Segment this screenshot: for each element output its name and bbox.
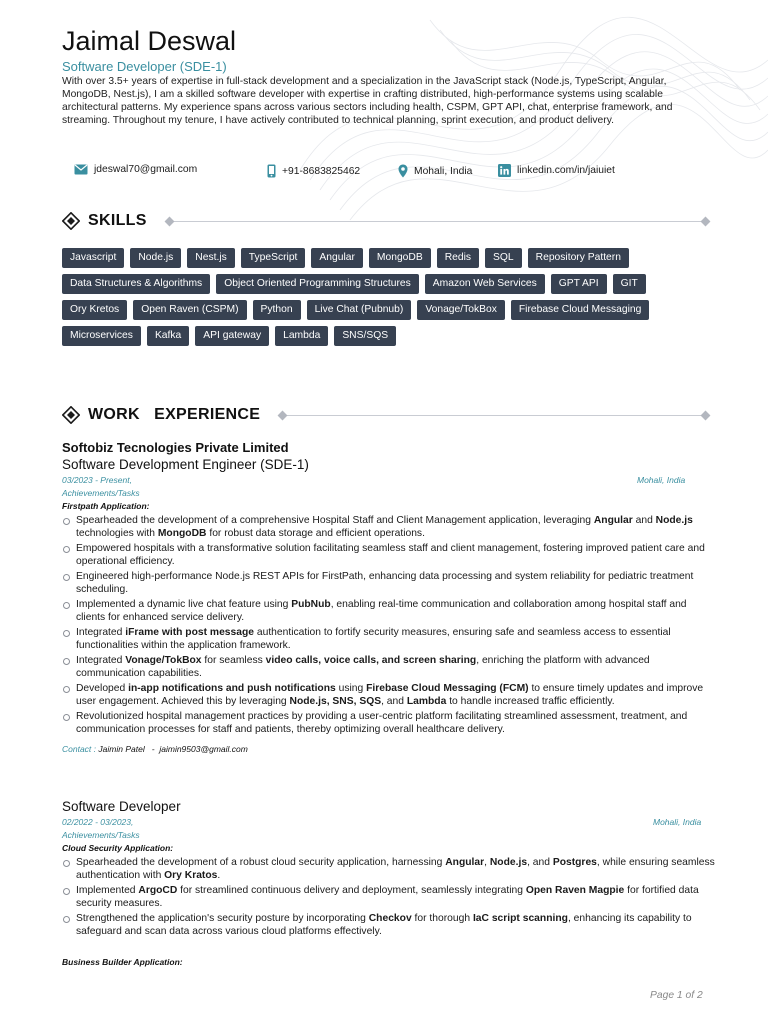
achievement-item: Developed in-app notifications and push notifications using Firebase Cloud Messaging (FCM) to ensure timely updates and improve user engagement. Achieved this by leveraging Node.js, SNS, SQS, and Lambda to handle increased traffic efficiently. — [62, 683, 718, 708]
skill-chip: Firebase Cloud Messaging — [511, 300, 649, 320]
skills-section-header — [62, 212, 706, 230]
job-title: Software Development Engineer (SDE-1) — [62, 457, 309, 472]
candidate-name: Jaimal Deswal — [62, 26, 237, 56]
job-entry-software-developer — [62, 798, 718, 968]
skill-chip: GPT API — [551, 274, 607, 294]
job-dates: 03/2023 - Present, — [62, 475, 132, 485]
skills-row — [62, 248, 718, 268]
experience-section-header — [62, 406, 706, 424]
achievement-item: Spearheaded the development of a comprehensive Hospital Staff and Client Management application, leveraging Angular and Node.js technologies with MongoDB for robust data storage and efficient operations. — [62, 515, 718, 540]
section-divider — [282, 415, 706, 416]
achievements-list — [62, 515, 718, 736]
reference-email[interactable]: jaimin9503@gmail.com — [159, 744, 248, 754]
application-label: Firstpath Application: — [62, 501, 150, 511]
achievements-label: Achievements/Tasks — [62, 488, 140, 498]
application-label: Cloud Security Application: — [62, 843, 174, 853]
skill-chip: Javascript — [62, 248, 124, 268]
job-entry-softobiz — [62, 440, 718, 755]
email-text: jdeswal70@gmail.com — [94, 164, 198, 175]
achievement-item: Integrated iFrame with post message authentication to fortify security measures, ensuring safe and seamless access to essential functionalities within the application framework. — [62, 627, 718, 652]
achievement-item: Integrated Vonage/TokBox for seamless video calls, voice calls, and screen sharing, enriching the platform with advanced communication capabilities. — [62, 655, 718, 680]
contact-phone[interactable] — [267, 164, 360, 178]
skills-title: SKILLS — [88, 212, 147, 229]
job-title: Software Developer — [62, 799, 181, 814]
achievements-label: Achievements/Tasks — [62, 830, 140, 840]
contact-row — [62, 164, 718, 182]
skill-chip: Lambda — [275, 326, 328, 346]
linkedin-text: linkedin.com/in/jaiuiet — [517, 165, 615, 176]
skill-chip: Live Chat (Pubnub) — [307, 300, 412, 320]
job-meta — [62, 815, 718, 829]
skill-chip: Vonage/TokBox — [417, 300, 505, 320]
achievement-item: Revolutionized hospital management practices by providing a user-centric platform facilitating streamlined assessment, treatment, and communication processes for staff and patients, thereby optimizing overall healthcare delivery. — [62, 711, 718, 736]
skill-chip: SNS/SQS — [334, 326, 396, 346]
job-location: Mohali, India — [653, 817, 702, 827]
skill-chip: Open Raven (CSPM) — [133, 300, 246, 320]
skill-chip: Kafka — [147, 326, 189, 346]
achievement-item: Spearheaded the development of a robust cloud security application, harnessing Angular, Node.js, and Postgres, while ensuring seamless authentication with Ory Kratos. — [62, 857, 718, 882]
diamond-icon — [62, 212, 80, 230]
contact-email[interactable] — [74, 164, 197, 175]
skill-chip: GIT — [613, 274, 646, 294]
diamond-icon — [62, 406, 80, 424]
skill-chip: Nest.js — [187, 248, 234, 268]
achievements-list — [62, 857, 718, 938]
reference-contact: Contact : Jaimin Patel - jaimin9503@gmail.com — [62, 744, 248, 754]
skill-chip: Repository Pattern — [528, 248, 629, 268]
achievement-item: Strengthened the application's security posture by incorporating Checkov for thorough IaC script scanning, enhancing its capability to safeguard and scan data across various cloud platforms effectively. — [62, 913, 718, 938]
achievement-item: Engineered high-performance Node.js REST APIs for FirstPath, enhancing data processing and system reliability for pediatric treatment scheduling. — [62, 571, 718, 596]
skill-chip: Angular — [311, 248, 363, 268]
achievement-item: Implemented a dynamic live chat feature using PubNub, enabling real-time communication and collaboration among hospital staff and clients for enhanced service delivery. — [62, 599, 718, 624]
skills-row — [62, 300, 718, 320]
skill-chip: Ory Kretos — [62, 300, 127, 320]
job-dates: 02/2022 - 03/2023, — [62, 817, 134, 827]
location-text: Mohali, India — [414, 165, 473, 177]
skill-chip: Microservices — [62, 326, 141, 346]
phone-text: +91-8683825462 — [282, 165, 361, 177]
skill-chip: Node.js — [130, 248, 181, 268]
skills-row — [62, 326, 718, 346]
skill-chip: API gateway — [195, 326, 269, 346]
contact-location — [398, 164, 472, 178]
skill-chip: TypeScript — [241, 248, 306, 268]
skill-chip: Redis — [437, 248, 479, 268]
reference-label: Contact : — [62, 744, 97, 754]
skill-chip: Amazon Web Services — [425, 274, 545, 294]
section-divider — [169, 221, 706, 222]
application-label: Business Builder Application: — [62, 957, 183, 967]
skills-row — [62, 274, 718, 294]
location-pin-icon — [398, 164, 408, 178]
skill-chip: Data Structures & Algorithms — [62, 274, 210, 294]
reference-name: Jaimin Patel — [98, 744, 145, 754]
achievement-item: Implemented ArgoCD for streamlined continuous delivery and deployment, seamlessly integrating Open Raven Magpie for fortified data security measures. — [62, 885, 718, 910]
skill-chip: Python — [253, 300, 301, 320]
skill-chip: MongoDB — [369, 248, 431, 268]
skills-list — [62, 248, 718, 352]
linkedin-icon — [498, 164, 511, 177]
skill-chip: Object Oriented Programming Structures — [216, 274, 419, 294]
job-location: Mohali, India — [637, 475, 686, 485]
candidate-role: Software Developer (SDE-1) — [62, 59, 227, 74]
phone-icon — [267, 164, 276, 178]
profile-summary: With over 3.5+ years of expertise in full-stack development and a specialization in the JavaScript stack (Node.js, TypeScript, Angular, MongoDB, Nest.js), I am a skilled software developer with expertise in crafting distributed, high-performance systems using scalable architectural patterns. My experience spans across various sectors including health, CSPM, GPT API, chat, enterprise framework, and streaming. Throughout my tenure, I have actively contributed to technical planning, sprint execution, and product delivery. — [62, 76, 673, 126]
skill-chip: SQL — [485, 248, 522, 268]
contact-linkedin[interactable] — [498, 164, 615, 177]
achievement-item: Empowered hospitals with a transformative solution facilitating seamless staff and client management, fostering improved patient care and operational efficiency. — [62, 543, 718, 568]
resume-page — [62, 24, 718, 967]
job-meta — [62, 473, 718, 487]
company-name: Softobiz Tecnologies Private Limited — [62, 440, 289, 455]
page-number: Page 1 of 2 — [650, 990, 703, 1001]
mail-icon — [74, 164, 88, 175]
experience-title: WORK EXPERIENCE — [88, 406, 261, 423]
